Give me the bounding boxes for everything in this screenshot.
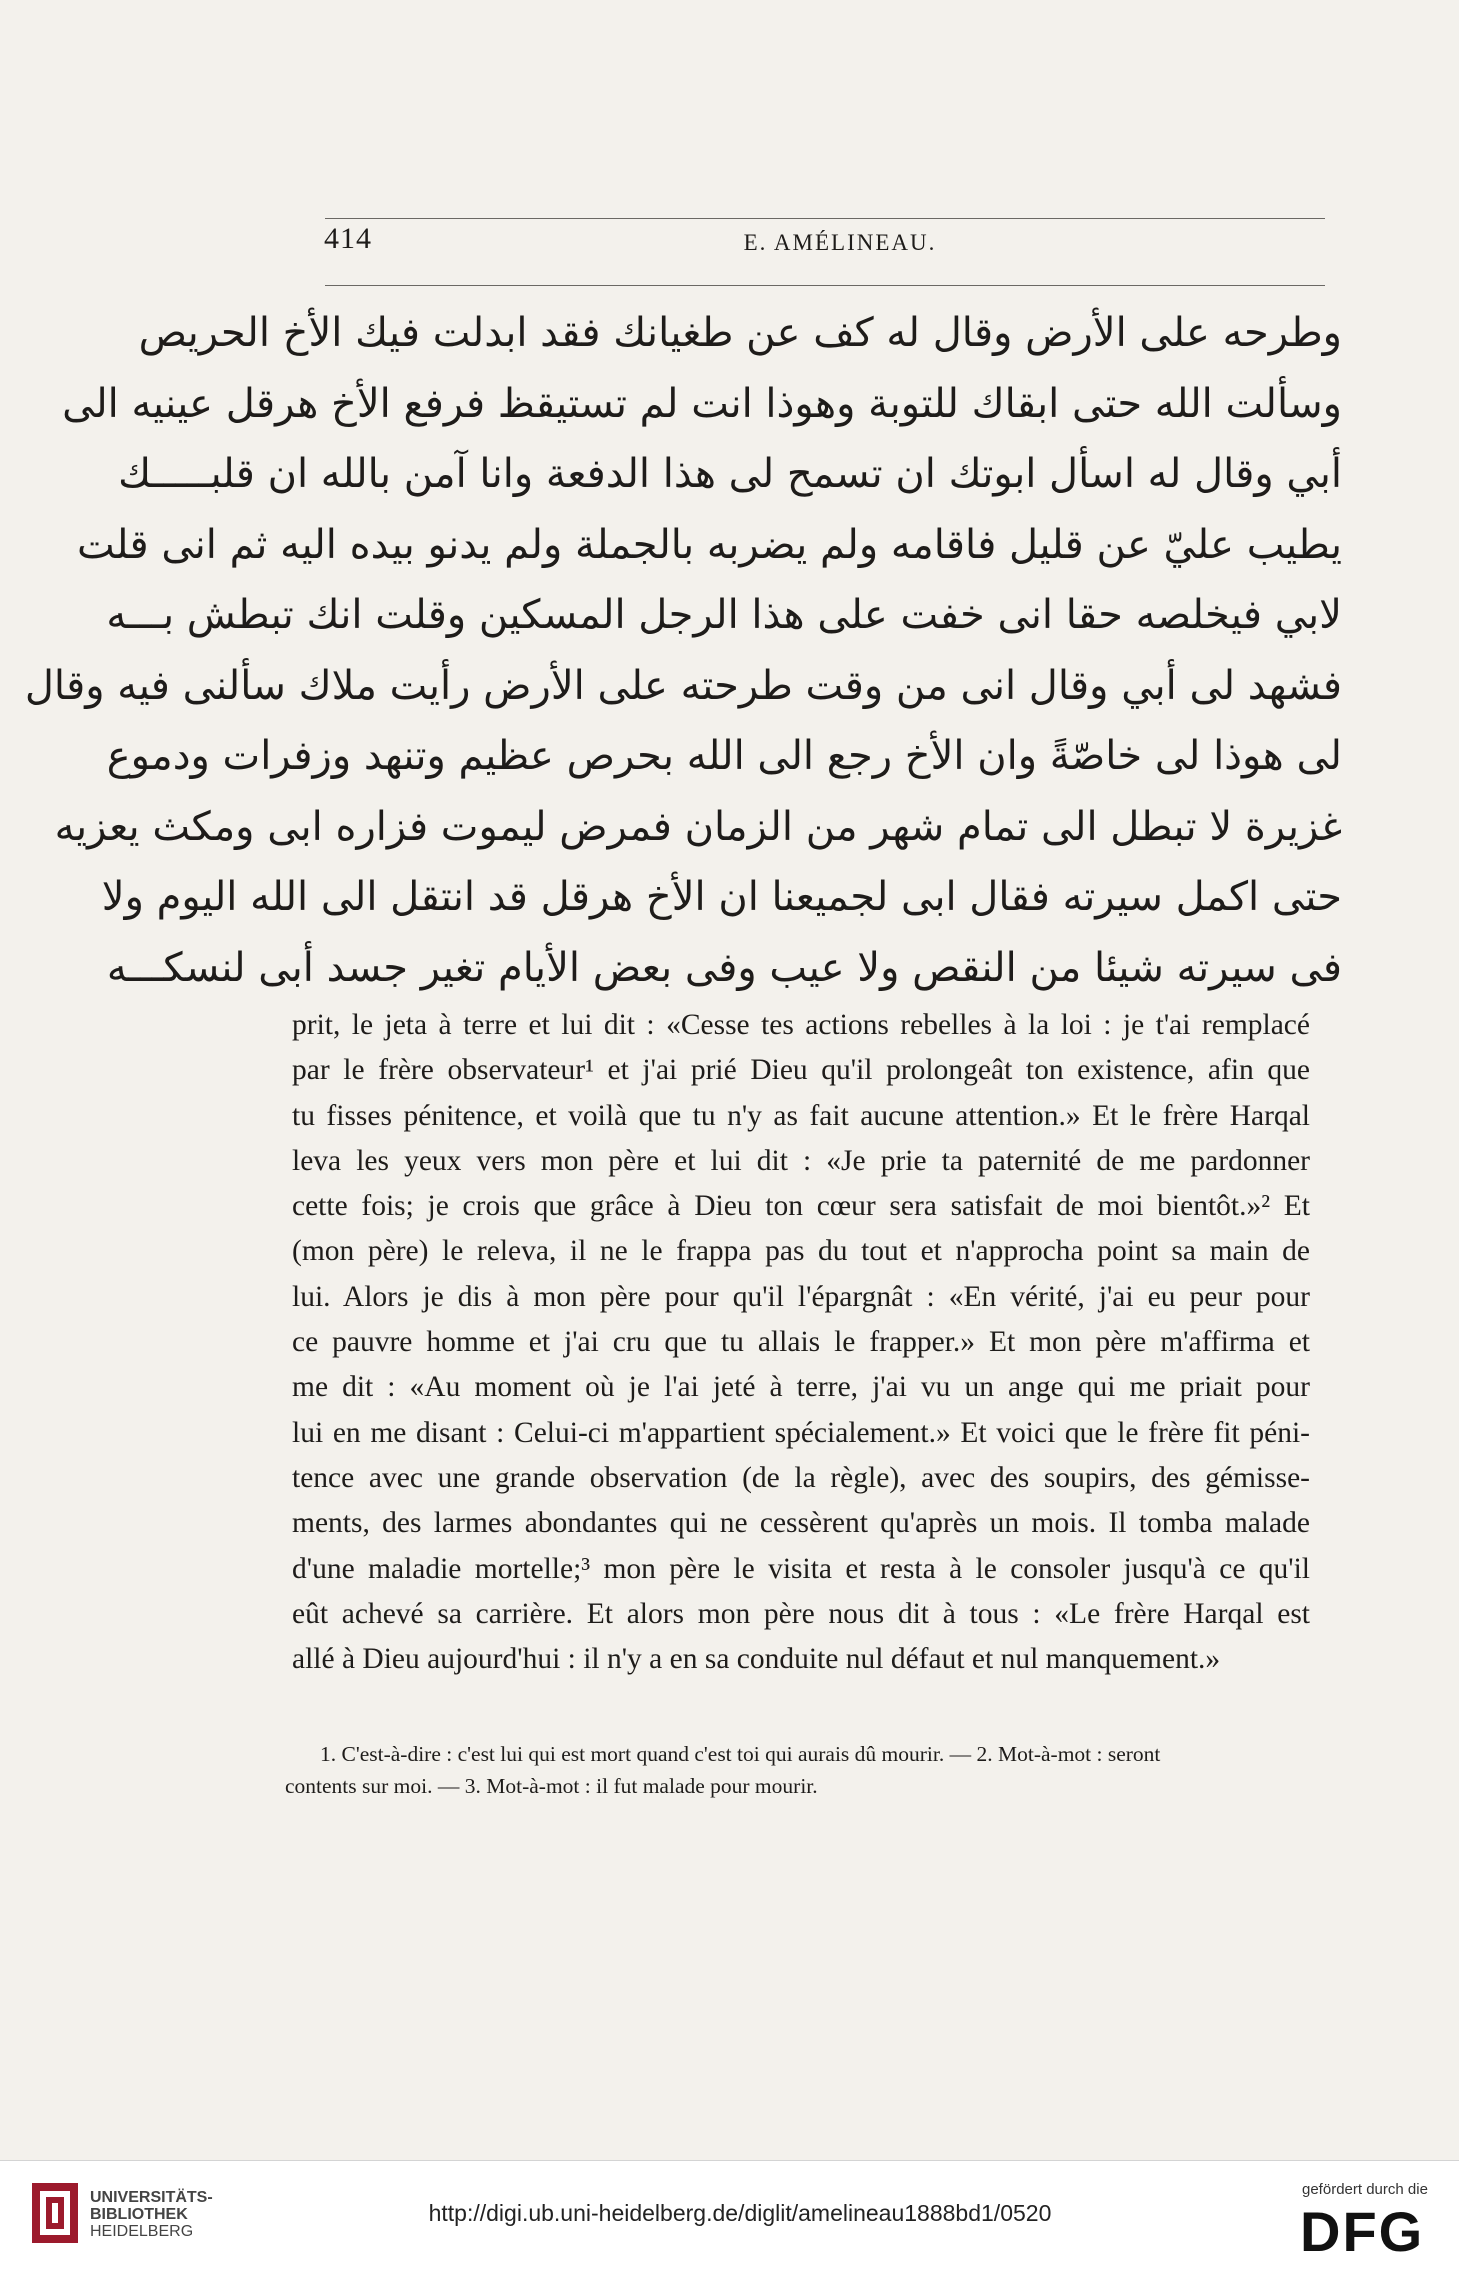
french-line: ce pauvre homme et j'ai cru que tu allais le frapper.» Et mon père m'affirma et <box>292 1326 1310 1359</box>
running-head: E. AMÉLINEAU. <box>743 230 937 255</box>
footnotes <box>285 1738 1303 1802</box>
arabic-line: فشهد لى أبي وقال انى من وقت طرحته على الأرض رأيت ملاك سألنى فيه وقال <box>24 662 1342 709</box>
arabic-line: يطيب عليّ عن قليل فاقامه ولم يضربه بالجملة ولم يدنو بيده اليه ثم انى قلت <box>76 521 1342 568</box>
university-library-logo-icon <box>30 2181 80 2245</box>
arabic-line: أبي وقال له اسأل ابوتك ان تسمح لى هذا الدفعة وانا آمن بالله ان قلبـــــك <box>118 451 1342 497</box>
arabic-line: لابي فيخلصه حقا انى خفت على هذا الرجل المسكين وقلت انك تبطش بـــه <box>106 592 1342 638</box>
french-line: lui en me disant : Celui-ci m'appartient spécialement.» Et voici que le frère fit péni- <box>292 1416 1310 1449</box>
french-line: allé à Dieu aujourd'hui : il n'y a en sa conduite nul défaut et nul manquement.» <box>292 1643 1221 1676</box>
french-line: tence avec une grande observation (de la règle), avec des soupirs, des gémisse- <box>292 1461 1310 1494</box>
library-name <box>90 2189 213 2240</box>
page-number: 414 <box>324 222 372 255</box>
footnote-line: 1. C'est-à-dire : c'est lui qui est mort quand c'est toi qui aurais dû mourir. — 2. Mot-à-mot : seront <box>320 1742 1161 1766</box>
french-line: cette fois; je crois que grâce à Dieu ton cœur sera satisfait de moi bientôt.»² Et <box>292 1190 1310 1223</box>
arabic-line: وسألت الله حتى ابقاك للتوبة وهوذا انت لم تستيقظ فرفع الأخ هرقل عينيه الى <box>62 380 1342 427</box>
french-line: lui. Alors je dis à mon père pour qu'il l'épargnât : «En vérité, j'ai eu peur pour <box>292 1280 1310 1313</box>
library-name-line: UNIVERSITÄTS- <box>90 2189 213 2206</box>
arabic-line: حتى اكمل سيرته فقال ابى لجميعنا ان الأخ هرقل قد انتقل الى الله اليوم ولا <box>101 874 1342 920</box>
library-name-line: HEIDELBERG <box>90 2223 194 2240</box>
funding-caption: gefördert durch die <box>1302 2181 1428 2198</box>
arabic-line: غزيرة لا تبطل الى تمام شهر من الزمان فمرض ليموت فزاره ابى ومكث يعزيه <box>54 803 1342 850</box>
french-line: me dit : «Au moment où je l'ai jeté à terre, j'ai vu un ange qui me priait pour <box>292 1371 1310 1404</box>
french-line: par le frère observateur¹ et j'ai prié Dieu qu'il prolongeât ton existence, afin que <box>292 1054 1310 1087</box>
french-line: (mon père) le releva, il ne le frappa pas du tout et n'approcha point sa main de <box>292 1235 1310 1268</box>
header-rule-top <box>325 218 1325 219</box>
permalink-url[interactable]: http://digi.ub.uni-heidelberg.de/diglit/amelineau1888bd1/0520 <box>428 2200 1052 2226</box>
arabic-line: لى هوذا لى خاصّةً وان الأخ رجع الى الله بحرص عظيم وتنهد وزفرات ودموع <box>106 733 1342 779</box>
dfg-logo: DFG <box>1300 2200 1425 2263</box>
library-name-line: BIBLIOTHEK <box>90 2206 188 2223</box>
arabic-text-block <box>24 298 1342 1003</box>
viewer-footer <box>0 2160 1459 2271</box>
french-line: leva les yeux vers mon père et lui dit : «Je prie ta paternité de me pardonner <box>292 1144 1310 1177</box>
french-line: d'une maladie mortelle;³ mon père le visita et resta à le consoler jusqu'à ce qu'il <box>292 1552 1310 1585</box>
french-line: tu fisses pénitence, et voilà que tu n'y as fait aucune attention.» Et le frère Harqal <box>292 1099 1310 1132</box>
arabic-line: فى سيرته شيئا من النقص ولا عيب وفى بعض الأيام تغير جسد أبى لنسكـــه <box>106 944 1342 991</box>
french-line: prit, le jeta à terre et lui dit : «Cesse tes actions rebelles à la loi : je t'ai remplacé <box>292 1009 1310 1041</box>
french-line: eût achevé sa carrière. Et alors mon père nous dit à tous : «Le frère Harqal est <box>292 1597 1310 1630</box>
french-line: ments, des larmes abondantes qui ne cessèrent qu'après un mois. Il tomba malade <box>292 1507 1310 1540</box>
french-translation-block <box>292 1003 1310 1682</box>
footnote-line: contents sur moi. — 3. Mot-à-mot : il fut malade pour mourir. <box>285 1774 818 1798</box>
header-rule-bottom <box>325 285 1325 286</box>
arabic-line: وطرحه على الأرض وقال له كف عن طغيانك فقد ابدلت فيك الأخ الحريص <box>138 310 1342 356</box>
